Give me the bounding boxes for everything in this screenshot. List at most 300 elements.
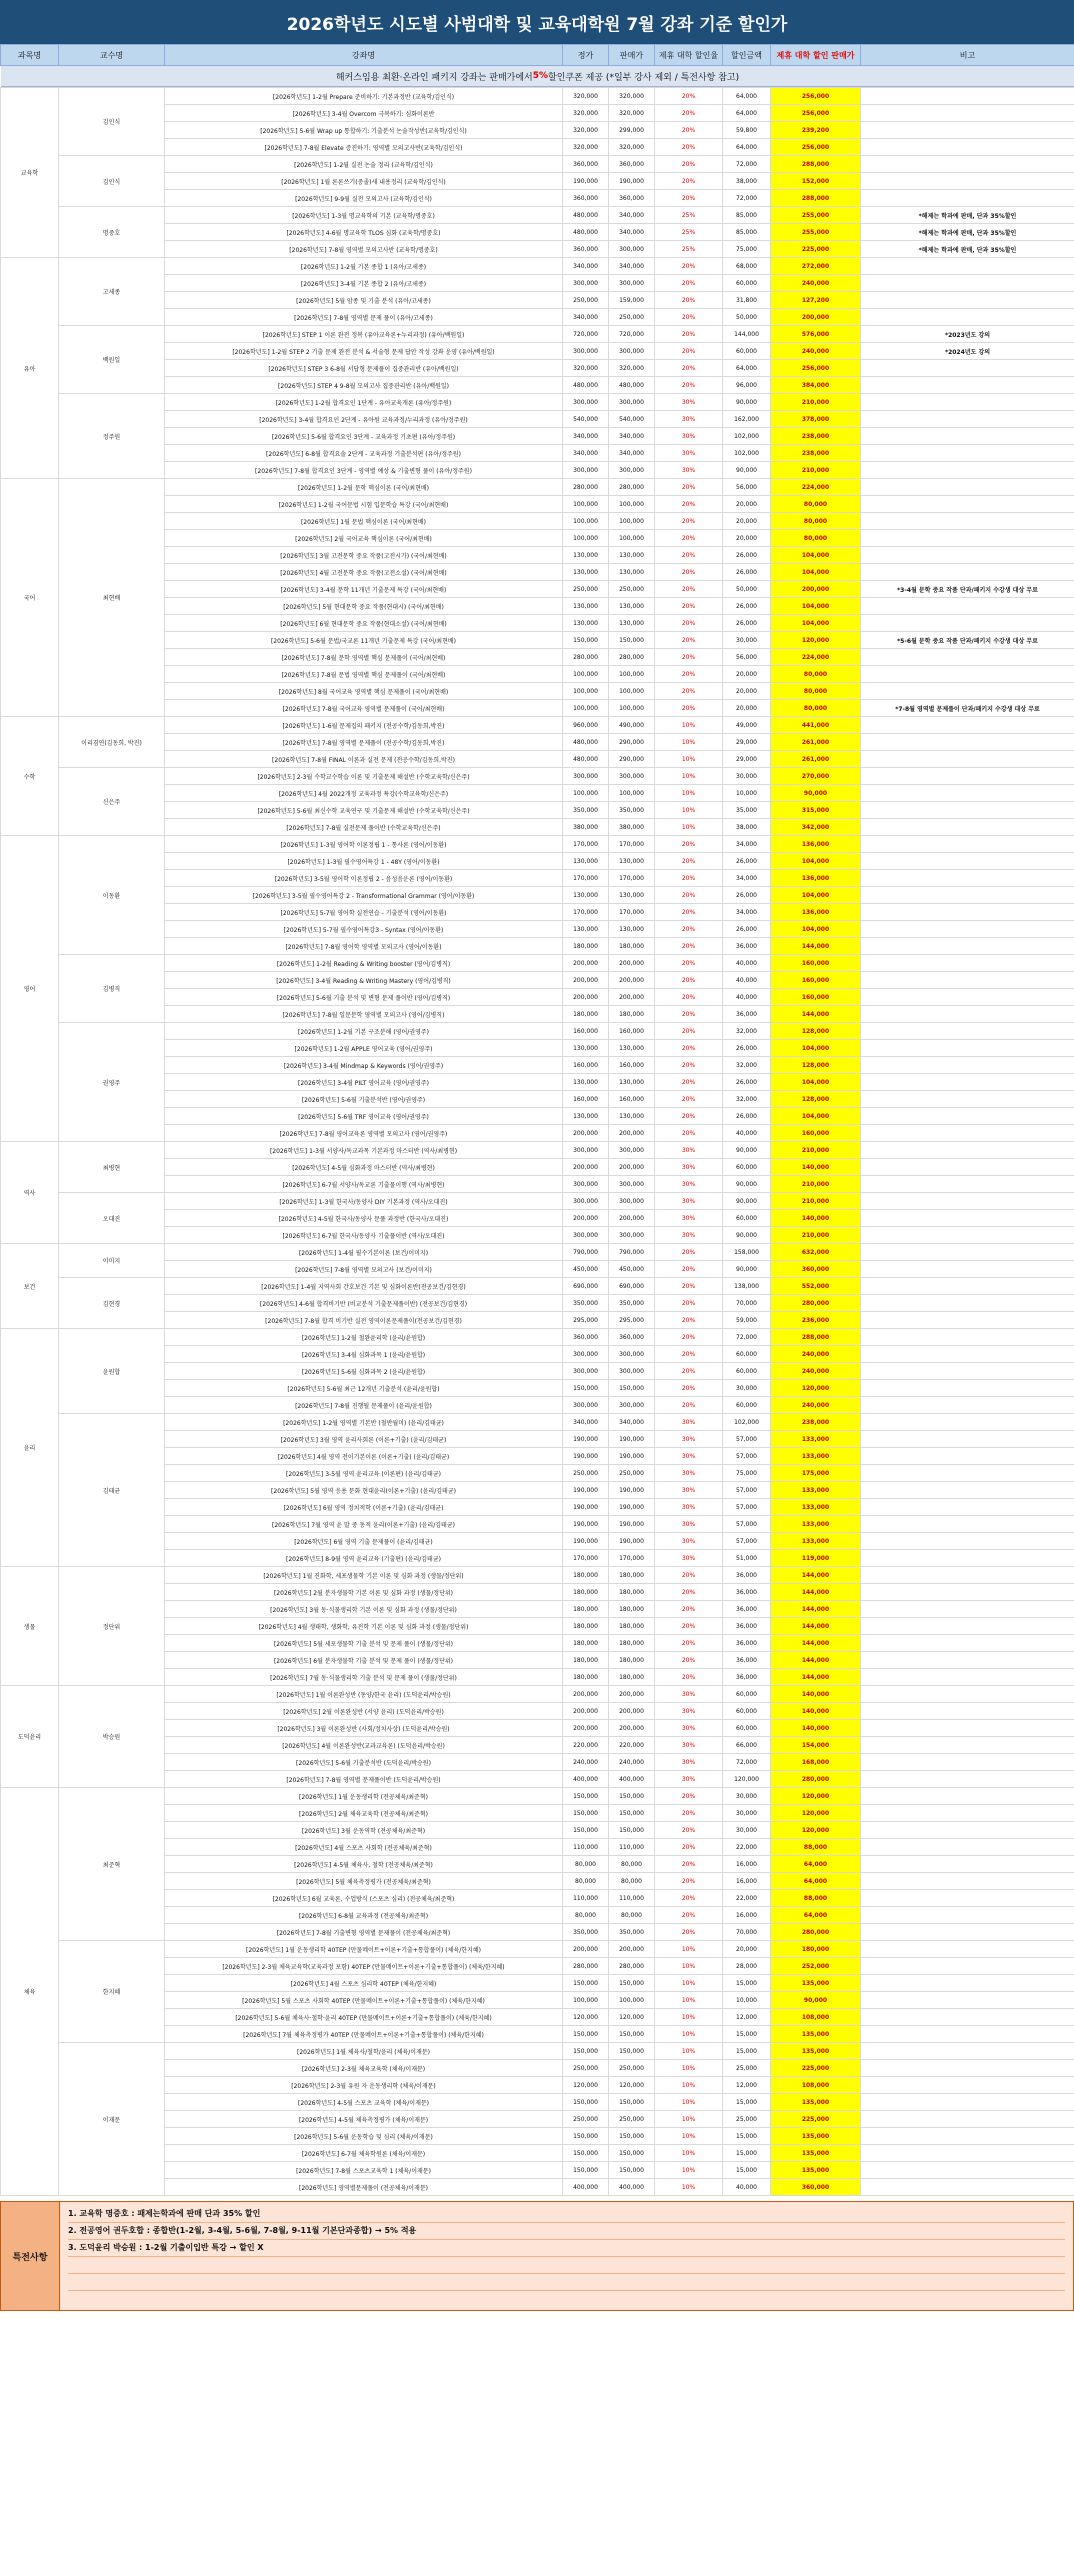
discount-rate: 10% [655, 2026, 723, 2043]
discount-rate: 10% [655, 751, 723, 768]
list-price: 360,000 [563, 190, 609, 207]
discount-amount: 20,000 [723, 700, 771, 717]
final-price: 238,000 [771, 445, 861, 462]
final-price: 104,000 [771, 564, 861, 581]
note [861, 734, 1074, 751]
discount-amount: 36,000 [723, 1601, 771, 1618]
final-price: 144,000 [771, 1567, 861, 1584]
discount-amount: 72,000 [723, 1329, 771, 1346]
final-price: 225,000 [771, 2060, 861, 2077]
note [861, 122, 1074, 139]
discount-amount: 32,000 [723, 1057, 771, 1074]
discount-rate: 20% [655, 1040, 723, 1057]
discount-rate: 20% [655, 1924, 723, 1941]
course-name: [2026학년도] 1-2월 실전 논술 정리 (교육학/김인식) [165, 156, 563, 173]
note: *2023년도 강의 [861, 326, 1074, 343]
discount-amount: 36,000 [723, 1006, 771, 1023]
discount-amount: 36,000 [723, 1618, 771, 1635]
teacher-cell: 오대진 [59, 1193, 165, 1244]
subject-cell: 유아 [1, 258, 59, 479]
sale-price: 250,000 [609, 1465, 655, 1482]
table-row [1, 479, 1074, 496]
final-price: 135,000 [771, 2094, 861, 2111]
discount-rate: 20% [655, 122, 723, 139]
table-row [1, 836, 1074, 853]
final-price: 135,000 [771, 2145, 861, 2162]
discount-rate: 20% [655, 530, 723, 547]
discount-rate: 20% [655, 156, 723, 173]
course-name: [2026학년도] 4-6월 명교육학 TLOS 심화 (교육학/명중호) [165, 224, 563, 241]
discount-amount: 57,000 [723, 1499, 771, 1516]
course-name: [2026학년도] 5-6월 기출분석반 (영어/권영주) [165, 1091, 563, 1108]
note [861, 1856, 1074, 1873]
list-price: 300,000 [563, 1227, 609, 1244]
note: *3-4월 문학 중요 작품 단과/패키지 수강생 대상 무료 [861, 581, 1074, 598]
discount-rate: 30% [655, 1550, 723, 1567]
course-name: [2026학년도] 7-8월 FINAL 이론과 실전 문제 (전공수학/김동희,박진) [165, 751, 563, 768]
final-price: 80,000 [771, 683, 861, 700]
benefit-line: 2. 전공영어 권두호합 : 종합반(1-2월, 3-4월, 5-6월, 7-8월, 9-11월 기본단과종합) → 5% 적용 [68, 2223, 1065, 2240]
discount-rate: 20% [655, 1312, 723, 1329]
sale-price: 110,000 [609, 1839, 655, 1856]
sale-price: 180,000 [609, 1635, 655, 1652]
note [861, 768, 1074, 785]
course-name: [2026학년도] 3월 이론완성반 (사회/정치사상) (도덕윤리/박승원) [165, 1720, 563, 1737]
list-price: 340,000 [563, 309, 609, 326]
course-name: [2026학년도] 1월 운동생리학 40TEP (만물메이트+이론+기출+통합풀이) (체육/한지혜) [165, 1941, 563, 1958]
note [861, 2145, 1074, 2162]
final-price: 64,000 [771, 1907, 861, 1924]
note [861, 717, 1074, 734]
final-price: 240,000 [771, 343, 861, 360]
sale-price: 80,000 [609, 1873, 655, 1890]
sale-price: 130,000 [609, 921, 655, 938]
list-price: 200,000 [563, 989, 609, 1006]
final-price: 288,000 [771, 156, 861, 173]
discount-amount: 15,000 [723, 2094, 771, 2111]
list-price: 300,000 [563, 394, 609, 411]
note [861, 1312, 1074, 1329]
discount-amount: 72,000 [723, 1754, 771, 1771]
list-price: 180,000 [563, 1006, 609, 1023]
benefit-empty-line [68, 2274, 1065, 2291]
discount-rate: 20% [655, 870, 723, 887]
discount-rate: 10% [655, 717, 723, 734]
benefits-section [0, 2201, 1074, 2311]
course-name: [2026학년도] 3-5월 필수영어특강 2 - Transformational Grammar (영어/이동환) [165, 887, 563, 904]
note [861, 1822, 1074, 1839]
note [861, 394, 1074, 411]
note [861, 1431, 1074, 1448]
course-name: [2026학년도] 1-6월 문제집의 패키지 (전공수학/김동희,박진) [165, 717, 563, 734]
teacher-cell: 박승원 [59, 1686, 165, 1788]
discount-rate: 20% [655, 989, 723, 1006]
final-price: 135,000 [771, 2162, 861, 2179]
sale-price: 130,000 [609, 547, 655, 564]
discount-rate: 20% [655, 1346, 723, 1363]
discount-amount: 70,000 [723, 1295, 771, 1312]
final-price: 256,000 [771, 360, 861, 377]
sale-price: 200,000 [609, 1210, 655, 1227]
discount-rate: 20% [655, 1856, 723, 1873]
course-name: [2026학년도] 2월 체육교육학 (전공체육/최준혁) [165, 1805, 563, 1822]
note [861, 479, 1074, 496]
list-price: 450,000 [563, 1261, 609, 1278]
note [861, 2060, 1074, 2077]
subject-cell: 국어 [1, 479, 59, 717]
course-name: [2026학년도] 4월 영역 전이기본이론 (이론+기출) (윤리/김태균) [165, 1448, 563, 1465]
note [861, 1924, 1074, 1941]
discount-rate: 20% [655, 1074, 723, 1091]
final-price: 104,000 [771, 887, 861, 904]
course-name: [2026학년도] 5-7월 영어학 실전연습 - 기출분석 (영어/이동환) [165, 904, 563, 921]
list-price: 100,000 [563, 496, 609, 513]
final-price: 88,000 [771, 1890, 861, 1907]
note [861, 1975, 1074, 1992]
discount-amount: 20,000 [723, 1941, 771, 1958]
list-price: 340,000 [563, 258, 609, 275]
discount-amount: 36,000 [723, 1567, 771, 1584]
final-price: 120,000 [771, 1822, 861, 1839]
discount-rate: 20% [655, 700, 723, 717]
sale-price: 280,000 [609, 479, 655, 496]
subject-cell: 윤리 [1, 1329, 59, 1567]
note [861, 1601, 1074, 1618]
price-table [0, 44, 1074, 2196]
final-price: 144,000 [771, 1652, 861, 1669]
sale-price: 400,000 [609, 1771, 655, 1788]
final-price: 180,000 [771, 1941, 861, 1958]
discount-rate: 20% [655, 1601, 723, 1618]
list-price: 110,000 [563, 1839, 609, 1856]
note [861, 921, 1074, 938]
final-price: 210,000 [771, 462, 861, 479]
list-price: 150,000 [563, 1380, 609, 1397]
list-price: 360,000 [563, 1329, 609, 1346]
course-name: [2026학년도] 1-2월 Prepare 준비하기: 기본과정반 (교육학/김인식) [165, 88, 563, 105]
table-row [1, 207, 1074, 224]
list-price: 250,000 [563, 581, 609, 598]
list-price: 100,000 [563, 530, 609, 547]
sale-price: 490,000 [609, 717, 655, 734]
discount-amount: 34,000 [723, 836, 771, 853]
sale-price: 340,000 [609, 224, 655, 241]
final-price: 256,000 [771, 105, 861, 122]
sale-price: 200,000 [609, 989, 655, 1006]
sale-price: 250,000 [609, 581, 655, 598]
note [861, 411, 1074, 428]
note [861, 1261, 1074, 1278]
note [861, 1737, 1074, 1754]
sale-price: 130,000 [609, 887, 655, 904]
course-name: [2026학년도] 1-4월 필수기본이론 (보건/이미지) [165, 1244, 563, 1261]
discount-rate: 20% [655, 853, 723, 870]
discount-rate: 25% [655, 207, 723, 224]
list-price: 220,000 [563, 1737, 609, 1754]
list-price: 170,000 [563, 904, 609, 921]
discount-amount: 16,000 [723, 1873, 771, 1890]
discount-rate: 30% [655, 1482, 723, 1499]
note [861, 836, 1074, 853]
discount-rate: 10% [655, 1958, 723, 1975]
final-price: 168,000 [771, 1754, 861, 1771]
list-price: 150,000 [563, 2145, 609, 2162]
note [861, 2111, 1074, 2128]
note [861, 1380, 1074, 1397]
list-price: 150,000 [563, 2026, 609, 2043]
discount-rate: 20% [655, 1023, 723, 1040]
final-price: 133,000 [771, 1499, 861, 1516]
course-name: [2026학년도] 7-8월 Elevate 증진하기: 영역별 모의고사반(교육학/김인식) [165, 139, 563, 156]
discount-amount: 60,000 [723, 1703, 771, 1720]
discount-amount: 36,000 [723, 1635, 771, 1652]
table-row [1, 1567, 1074, 1584]
discount-rate: 20% [655, 1907, 723, 1924]
sale-price: 300,000 [609, 768, 655, 785]
note [861, 598, 1074, 615]
final-price: 90,000 [771, 1992, 861, 2009]
final-price: 108,000 [771, 2077, 861, 2094]
discount-amount: 12,000 [723, 2077, 771, 2094]
note [861, 173, 1074, 190]
list-price: 480,000 [563, 751, 609, 768]
discount-amount: 60,000 [723, 1159, 771, 1176]
discount-rate: 25% [655, 224, 723, 241]
teacher-cell: 이미지 [59, 1244, 165, 1278]
note [861, 2094, 1074, 2111]
list-price: 250,000 [563, 1465, 609, 1482]
discount-amount: 102,000 [723, 445, 771, 462]
note [861, 751, 1074, 768]
header-final: 제휴 대학 할인 판매가 [771, 45, 861, 66]
final-price: 160,000 [771, 1125, 861, 1142]
discount-rate: 10% [655, 734, 723, 751]
discount-amount: 10,000 [723, 785, 771, 802]
list-price: 180,000 [563, 1652, 609, 1669]
list-price: 200,000 [563, 1159, 609, 1176]
discount-rate: 20% [655, 1584, 723, 1601]
discount-rate: 20% [655, 1635, 723, 1652]
list-price: 360,000 [563, 241, 609, 258]
note [861, 1346, 1074, 1363]
note [861, 989, 1074, 1006]
final-price: 120,000 [771, 632, 861, 649]
list-price: 150,000 [563, 632, 609, 649]
course-name: [2026학년도] 1-2월 기본 종합 1 (유아/고세종) [165, 258, 563, 275]
list-price: 170,000 [563, 870, 609, 887]
note [861, 1584, 1074, 1601]
discount-rate: 10% [655, 2162, 723, 2179]
discount-amount: 26,000 [723, 615, 771, 632]
list-price: 790,000 [563, 1244, 609, 1261]
sale-price: 150,000 [609, 2162, 655, 2179]
discount-amount: 60,000 [723, 275, 771, 292]
discount-amount: 12,000 [723, 2009, 771, 2026]
table-row [1, 1329, 1074, 1346]
course-name: [2026학년도] 7-8월 합격 비기반 실전 영역이론문제풀이(전공보건/김현경) [165, 1312, 563, 1329]
discount-rate: 20% [655, 836, 723, 853]
discount-rate: 30% [655, 1720, 723, 1737]
list-price: 200,000 [563, 1720, 609, 1737]
list-price: 280,000 [563, 1958, 609, 1975]
course-name: [2026학년도] 1월 문법 핵심이론 (국어/최현배) [165, 513, 563, 530]
sale-price: 200,000 [609, 1125, 655, 1142]
discount-amount: 120,000 [723, 1771, 771, 1788]
discount-rate: 20% [655, 1397, 723, 1414]
note [861, 938, 1074, 955]
sale-price: 360,000 [609, 190, 655, 207]
list-price: 80,000 [563, 1873, 609, 1890]
sale-price: 250,000 [609, 2060, 655, 2077]
note [861, 1941, 1074, 1958]
discount-amount: 56,000 [723, 479, 771, 496]
discount-amount: 75,000 [723, 241, 771, 258]
list-price: 130,000 [563, 547, 609, 564]
discount-amount: 36,000 [723, 1669, 771, 1686]
discount-rate: 20% [655, 1839, 723, 1856]
table-row [1, 1941, 1074, 1958]
sale-price: 340,000 [609, 1414, 655, 1431]
sale-price: 320,000 [609, 105, 655, 122]
discount-rate: 30% [655, 1142, 723, 1159]
discount-rate: 30% [655, 1754, 723, 1771]
final-price: 240,000 [771, 1397, 861, 1414]
discount-rate: 10% [655, 1941, 723, 1958]
discount-rate: 20% [655, 275, 723, 292]
course-name: [2026학년도] 6월 현대문학 중요 작품(현대소설) (국어/최현배) [165, 615, 563, 632]
final-price: 104,000 [771, 547, 861, 564]
course-name: [2026학년도] 5월 체육측정평가 (전공체육/최준혁) [165, 1873, 563, 1890]
course-name: [2026학년도] 7-8월 영어교육론 영역별 모의고사 (영어/권영주) [165, 1125, 563, 1142]
discount-amount: 102,000 [723, 428, 771, 445]
discount-rate: 30% [655, 462, 723, 479]
discount-amount: 29,000 [723, 734, 771, 751]
discount-rate: 20% [655, 564, 723, 581]
table-row [1, 394, 1074, 411]
sale-price: 200,000 [609, 972, 655, 989]
discount-amount: 40,000 [723, 2179, 771, 2196]
course-name: [2026학년도] 6-7월 한국사/동양사 기출풀이반 (역사/오대진) [165, 1227, 563, 1244]
final-price: 104,000 [771, 1040, 861, 1057]
course-name: [2026학년도] 7-8월 영역별 문제 풀이 (유아/고세종) [165, 309, 563, 326]
course-name: [2026학년도] 4월 이론완성반(교과교육론) (도덕윤리/박승원) [165, 1737, 563, 1754]
final-price: 104,000 [771, 853, 861, 870]
note [861, 1159, 1074, 1176]
course-name: [2026학년도] 1-3월 서양사/독교과목 기본과정 마스터반 (역사/최병현) [165, 1142, 563, 1159]
final-price: 225,000 [771, 241, 861, 258]
course-name: [2026학년도] 3-4월 심화과목 1 (윤리/윤원합) [165, 1346, 563, 1363]
final-price: 90,000 [771, 785, 861, 802]
course-name: [2026학년도] 5-6월 기출분석반 (도덕윤리/박승원) [165, 1754, 563, 1771]
discount-amount: 90,000 [723, 1227, 771, 1244]
discount-notice [1, 66, 1074, 87]
discount-amount: 72,000 [723, 190, 771, 207]
discount-rate: 20% [655, 683, 723, 700]
course-name: [2026학년도] 1-2월 합격요인 1단계 - 유아교육개론 (유아/정주원) [165, 394, 563, 411]
discount-amount: 10,000 [723, 1992, 771, 2009]
final-price: 240,000 [771, 275, 861, 292]
list-price: 150,000 [563, 2162, 609, 2179]
header-sale-price: 판매가 [609, 45, 655, 66]
note [861, 1244, 1074, 1261]
list-price: 200,000 [563, 972, 609, 989]
sale-price: 290,000 [609, 734, 655, 751]
sale-price: 130,000 [609, 1108, 655, 1125]
note [861, 802, 1074, 819]
discount-amount: 15,000 [723, 2026, 771, 2043]
discount-amount: 32,000 [723, 1091, 771, 1108]
list-price: 200,000 [563, 1941, 609, 1958]
final-price: 80,000 [771, 496, 861, 513]
note [861, 1108, 1074, 1125]
sale-price: 180,000 [609, 1618, 655, 1635]
course-name: [2026학년도] 5-6월 Wrap up 통합하기: 기출분석 논술작성반(교육학/김인식) [165, 122, 563, 139]
final-price: 238,000 [771, 1414, 861, 1431]
discount-rate: 30% [655, 1771, 723, 1788]
sale-price: 130,000 [609, 564, 655, 581]
course-name: [2026학년도] 2-3월 체육교육학(교육과정 포함) 40TEP (만물메이트+이론+기출+통합풀이) (체육/한지혜) [165, 1958, 563, 1975]
list-price: 200,000 [563, 1210, 609, 1227]
discount-rate: 30% [655, 1414, 723, 1431]
discount-rate: 10% [655, 2094, 723, 2111]
note [861, 547, 1074, 564]
list-price: 180,000 [563, 1635, 609, 1652]
sale-price: 200,000 [609, 1159, 655, 1176]
table-row [1, 2043, 1074, 2060]
course-name: [2026학년도] 2-3월 유원 자 운동생리학 (체육/이재문) [165, 2077, 563, 2094]
note: *7-8월 영역별 문제풀이 단과/패키지 수강생 대상 무료 [861, 700, 1074, 717]
final-price: 140,000 [771, 1686, 861, 1703]
discount-amount: 64,000 [723, 139, 771, 156]
note [861, 1669, 1074, 1686]
sale-price: 280,000 [609, 1958, 655, 1975]
discount-rate: 20% [655, 105, 723, 122]
course-name: [2026학년도] 7-8월 기출변형 영역별 문제풀이 (전공체육/최준혁) [165, 1924, 563, 1941]
table-row [1, 1244, 1074, 1261]
course-name: [2026학년도] 1-3월 한국사/동양사 DIY 기본과정 (역사/오대진) [165, 1193, 563, 1210]
note [861, 1057, 1074, 1074]
final-price: 128,000 [771, 1091, 861, 1108]
discount-rate: 20% [655, 1788, 723, 1805]
discount-amount: 30,000 [723, 1380, 771, 1397]
header-rate: 제휴 대학 할인율 [655, 45, 723, 66]
sale-price: 150,000 [609, 1822, 655, 1839]
discount-amount: 57,000 [723, 1482, 771, 1499]
list-price: 720,000 [563, 326, 609, 343]
teacher-cell: 명중호 [59, 207, 165, 258]
list-price: 360,000 [563, 156, 609, 173]
final-price: 288,000 [771, 1329, 861, 1346]
list-price: 170,000 [563, 1550, 609, 1567]
discount-amount: 22,000 [723, 1890, 771, 1907]
course-name: [2026학년도] 1월 이론완성반 (동양/한국 윤리) (도덕윤리/박승원) [165, 1686, 563, 1703]
sale-price: 130,000 [609, 615, 655, 632]
list-price: 400,000 [563, 1771, 609, 1788]
list-price: 160,000 [563, 1057, 609, 1074]
list-price: 150,000 [563, 1805, 609, 1822]
final-price: 80,000 [771, 530, 861, 547]
final-price: 144,000 [771, 1601, 861, 1618]
final-price: 135,000 [771, 1975, 861, 1992]
course-name: [2026학년도] 5월 세포생물학 기출 분석 및 문제 풀이 (생물/정단위) [165, 1635, 563, 1652]
list-price: 480,000 [563, 377, 609, 394]
course-name: [2026학년도] 4월 생태학, 생화학, 유전학 기본 이론 및 심화 과정 (생물/정단위) [165, 1618, 563, 1635]
final-price: 255,000 [771, 224, 861, 241]
discount-rate: 20% [655, 649, 723, 666]
sale-price: 120,000 [609, 2009, 655, 2026]
table-row [1, 768, 1074, 785]
list-price: 130,000 [563, 887, 609, 904]
